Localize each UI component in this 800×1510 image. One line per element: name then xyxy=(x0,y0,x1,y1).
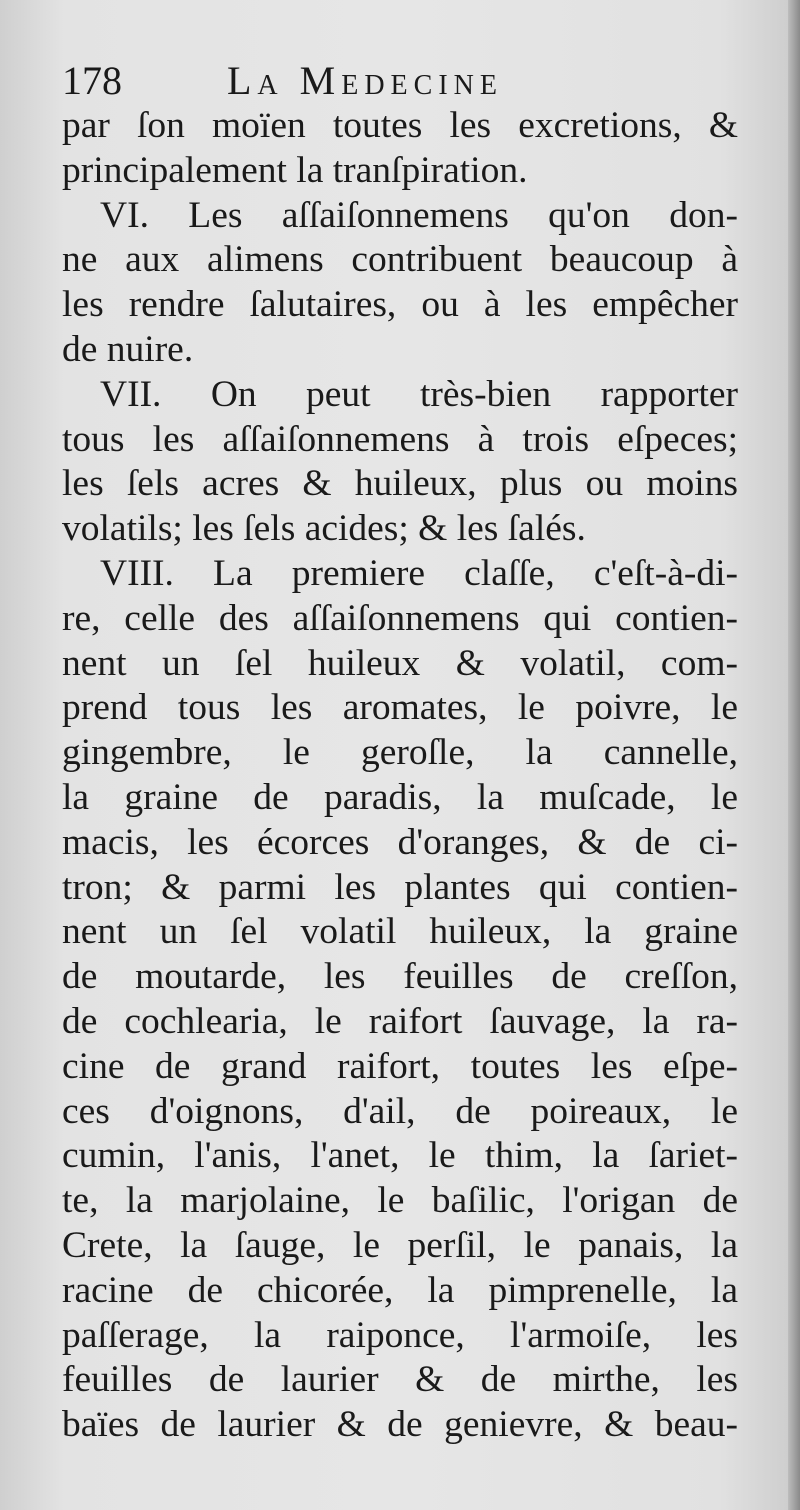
text-line: paſſerage, la raiponce, l'armoiſe, les xyxy=(62,1314,738,1356)
text-line: racine de chicorée, la pimprenelle, la xyxy=(62,1269,738,1311)
text-line: VIII. La premiere claſſe, c'eſt-à-di- xyxy=(100,552,738,594)
body-text xyxy=(62,104,738,1448)
text-line: principalement la tranſpiration. xyxy=(62,149,528,191)
text-line: les ſels acres & huileux, plus ou moins xyxy=(62,463,738,505)
text-line: te, la marjolaine, le baſilic, l'origan de xyxy=(62,1180,738,1222)
text-line: nent un ſel huileux & volatil, com- xyxy=(62,642,738,684)
text-line: tron; & parmi les plantes qui contien- xyxy=(62,866,738,908)
text-line: gingembre, le geroſle, la cannelle, xyxy=(62,732,738,774)
text-line: les rendre ſalutaires, ou à les empêcher xyxy=(62,284,738,326)
text-line: nent un ſel volatil huileux, la graine xyxy=(62,911,738,953)
text-line: de cochlearia, le raifort ſauvage, la ra- xyxy=(62,1000,738,1042)
text-line: cine de grand raifort, toutes les eſpe- xyxy=(62,1045,738,1087)
page-number: 178 xyxy=(62,58,122,103)
running-title: La Medecine xyxy=(227,58,503,103)
text-line: feuilles de laurier & de mirthe, les xyxy=(62,1359,738,1401)
text-line: cumin, l'anis, l'anet, le thim, la ſariet- xyxy=(62,1135,738,1177)
text-line: VII. On peut très-bien rapporter xyxy=(100,373,738,415)
page-header xyxy=(62,58,742,104)
text-line: baïes de laurier & de genievre, & beau- xyxy=(62,1404,738,1446)
text-line: volatils; les ſels acides; & les ſalés. xyxy=(62,508,586,550)
text-line: de nuire. xyxy=(62,328,194,370)
text-line: ne aux alimens contribuent beaucoup à xyxy=(62,239,738,281)
page-edge-shadow xyxy=(788,0,800,1510)
text-line: macis, les écorces d'oranges, & de ci- xyxy=(62,821,738,863)
text-line: Crete, la ſauge, le perſil, le panais, la xyxy=(62,1224,738,1266)
text-line: tous les aſſaiſonnemens à trois eſpeces; xyxy=(62,418,738,460)
text-line: par ſon moïen toutes les excretions, & xyxy=(62,105,738,146)
text-line: VI. Les aſſaiſonnemens qu'on don- xyxy=(100,194,738,236)
text-line: de moutarde, les feuilles de creſſon, xyxy=(62,956,738,998)
text-line: la graine de paradis, la muſcade, le xyxy=(62,776,738,818)
text-line: ces d'oignons, d'ail, de poireaux, le xyxy=(62,1090,738,1132)
text-line: re, celle des aſſaiſonnemens qui contien- xyxy=(62,597,738,639)
text-line: prend tous les aromates, le poivre, le xyxy=(62,687,738,729)
